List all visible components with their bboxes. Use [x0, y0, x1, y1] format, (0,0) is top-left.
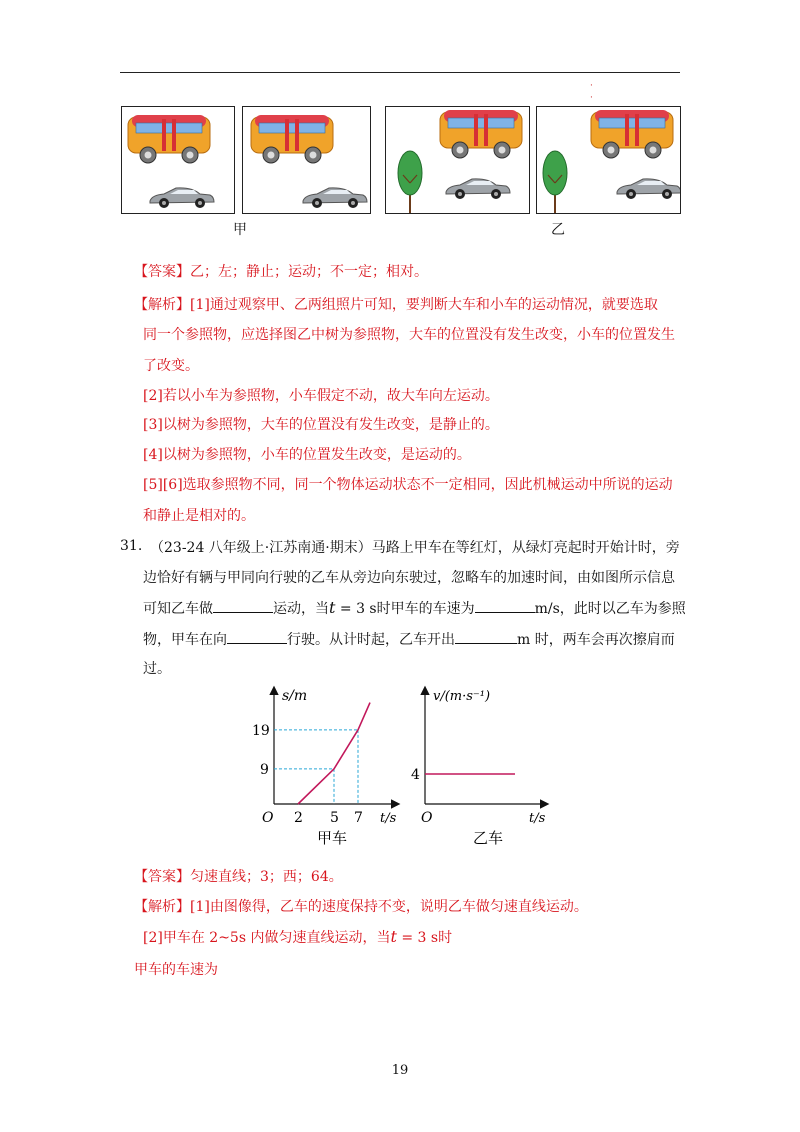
bus-icon — [251, 115, 333, 163]
time-variable: t — [390, 927, 397, 946]
analysis-tag: 【解析】 — [134, 297, 190, 313]
figure-caption-yi: 乙 — [551, 222, 565, 238]
analysis-30-line-5: [3]以树为参照物，大车的位置没有发生改变，是静止的。 — [143, 417, 499, 433]
answer-text: 匀速直线；3；西；64。 — [190, 869, 343, 885]
figure-photos — [0, 0, 800, 240]
photo-yi-1 — [385, 106, 530, 214]
page-number: 19 — [391, 1063, 409, 1078]
tree-icon — [543, 151, 567, 213]
y-tick-label: 9 — [260, 761, 269, 778]
decor-dots: · · — [590, 81, 593, 103]
text-segment: m 时，两车会再次擦肩而 — [517, 632, 675, 648]
analysis-31-line-3: 甲车的车速为 — [134, 962, 218, 978]
text-segment: 物，甲车在向 — [143, 632, 227, 648]
answer-blank-4[interactable] — [455, 629, 517, 644]
text-segment: 运动，当 — [273, 601, 329, 617]
origin-label: O — [262, 810, 274, 826]
analysis-30-line-7: [5][6]选取参照物不同，同一个物体运动状态不一定相同，因此机械运动中所说的运动 — [143, 477, 673, 493]
x-tick-label: 2 — [294, 810, 303, 826]
car-icon — [446, 179, 510, 199]
text-segment: 可知乙车做 — [143, 601, 213, 617]
car-icon — [303, 188, 367, 208]
bus-car-tree-illustration — [537, 107, 680, 213]
text-segment: 时甲车的车速为 — [376, 601, 475, 617]
answer-blank-1[interactable] — [213, 598, 273, 613]
analysis-30-line-8: 和静止是相对的。 — [143, 508, 255, 524]
text-segment: 时 — [438, 930, 453, 946]
answer-blank-3[interactable] — [227, 629, 287, 644]
question-31-line-4 — [143, 629, 675, 650]
answer-tag: 【答案】 — [134, 869, 190, 885]
chart-title: 乙车 — [473, 829, 504, 847]
x-tick-label: 5 — [330, 810, 339, 826]
answer-31 — [134, 867, 343, 887]
bus-icon — [128, 115, 210, 163]
analysis-30-line-1 — [134, 295, 658, 315]
photo-jia-1 — [121, 106, 235, 214]
y-axis-label: v/(m·s⁻¹) — [433, 689, 491, 704]
tree-icon — [398, 151, 422, 213]
question-number: 31. — [120, 538, 143, 554]
bus-and-car-illustration — [122, 107, 234, 213]
text-segment: [2]甲车在 2~5s 内做匀速直线运动，当 — [143, 930, 391, 946]
chart-title: 甲车 — [317, 829, 348, 847]
photo-jia-2 — [242, 106, 371, 214]
analysis-text: [1]由图像得，乙车的速度保持不变，说明乙车做匀速直线运动。 — [190, 899, 588, 915]
bus-car-tree-illustration — [386, 107, 529, 213]
bus-and-car-illustration — [243, 107, 370, 213]
car-icon — [617, 179, 680, 199]
answer-30 — [134, 262, 428, 282]
car-icon — [150, 188, 214, 208]
question-31-line-3 — [143, 598, 686, 619]
series-line-jia — [298, 703, 370, 804]
x-axis-label: t/s — [380, 811, 397, 826]
x-axis-label: t/s — [529, 811, 546, 826]
answer-text: 乙；左；静止；运动；不一定；相对。 — [190, 264, 428, 280]
y-tick-label: 4 — [411, 767, 420, 783]
answer-tag: 【答案】 — [134, 264, 190, 280]
text-segment: m/s，此时以乙车为参照 — [534, 601, 686, 617]
time-value: = 3 s — [396, 930, 439, 946]
question-31-line-2: 边恰好有辆与甲同向行驶的乙车从旁边向东驶过，忽略车的加速时间，由如图所示信息 — [143, 570, 675, 586]
analysis-30-line-3: 了改变。 — [143, 358, 199, 374]
x-tick-label: 7 — [354, 810, 363, 826]
figure-caption-jia: 甲 — [233, 222, 247, 238]
analysis-30-line-4: [2]若以小车为参照物，小车假定不动，故大车向左运动。 — [143, 388, 499, 404]
analysis-31-line-1 — [134, 897, 588, 917]
time-variable: t — [329, 598, 336, 617]
analysis-31-line-2 — [143, 927, 452, 948]
graph-yi-v-t — [405, 680, 565, 860]
text-segment: 行驶。从计时起，乙车开出 — [287, 632, 455, 648]
question-31-line-1: （23-24 八年级上·江苏南通·期末）马路上甲车在等红灯，从绿灯亮起时开始计时，旁 — [150, 540, 680, 556]
bus-icon — [440, 110, 522, 158]
analysis-tag: 【解析】 — [134, 899, 190, 915]
photo-yi-2 — [536, 106, 681, 214]
bus-icon — [591, 110, 673, 158]
y-axis-label: s/m — [282, 688, 308, 704]
graph-jia-s-t — [240, 680, 410, 860]
analysis-30-line-2: 同一个参照物，应选择图乙中树为参照物，大车的位置没有发生改变，小车的位置发生 — [143, 327, 675, 343]
origin-label: O — [421, 810, 433, 826]
analysis-30-line-6: [4]以树为参照物，小车的位置发生改变，是运动的。 — [143, 447, 471, 463]
analysis-text: [1]通过观察甲、乙两组照片可知，要判断大车和小车的运动情况，就要选取 — [190, 297, 658, 313]
question-31-line-5: 过。 — [143, 661, 171, 677]
y-tick-label: 19 — [252, 722, 270, 739]
time-value: = 3 s — [335, 601, 377, 617]
answer-blank-2[interactable] — [475, 598, 535, 613]
